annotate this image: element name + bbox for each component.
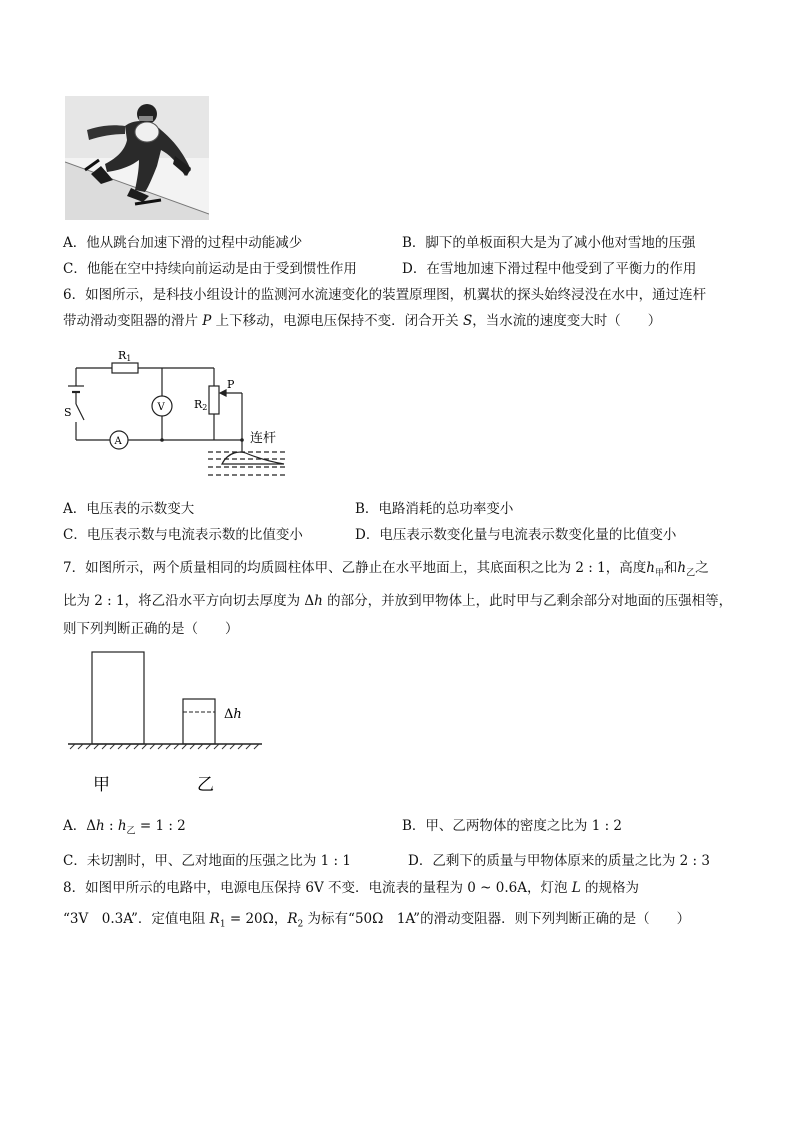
label-r1: R1 bbox=[118, 349, 132, 363]
label-voltmeter: V bbox=[157, 402, 165, 413]
q7-option-a: A．Δh : $h_乙 = 1$ : 2 bbox=[63, 818, 186, 837]
label-yi: 乙 bbox=[197, 775, 214, 795]
q7-option-d: D．乙剩下的质量与甲物体原来的质量之比为 2 : 3 bbox=[408, 853, 710, 869]
label-p: P bbox=[227, 378, 235, 391]
label-link-rod: 连杆 bbox=[250, 431, 277, 446]
label-ammeter: A bbox=[114, 436, 122, 447]
q5-option-a: A．他从跳台加速下滑的过程中动能减少 bbox=[63, 235, 303, 251]
cylinder-jia bbox=[92, 652, 144, 744]
snowboarder-photo bbox=[65, 96, 209, 220]
q7-stem-line3: 则下列判断正确的是（ ） bbox=[63, 621, 239, 637]
q6-option-d: D．电压表示数变化量与电流表示数变化量的比值变小 bbox=[355, 527, 677, 543]
q5-option-b: B．脚下的单板面积大是为了减小他对雪地的压强 bbox=[402, 235, 696, 251]
q7-option-b: B．甲、乙两物体的密度之比为 1 : 2 bbox=[402, 818, 623, 834]
q8-stem-line2: “3V 0.3A”．定值电阻 $R_1 = 20\Omega$，$R_2$ 为标有“50Ω 1A”的滑动变阻器．则下列判断正确的是（ ） bbox=[63, 911, 691, 930]
q7-cylinders-figure bbox=[66, 648, 266, 798]
q5-option-c: C．他能在空中持续向前运动是由于受到惯性作用 bbox=[63, 261, 357, 277]
q6-stem-line1: 6．如图所示，是科技小组设计的监测河水流速变化的装置原理图，机翼状的探头始终浸没在水中，通过连杆 bbox=[63, 287, 707, 303]
q5-option-d: D．在雪地加速下滑过程中他受到了平衡力的作用 bbox=[402, 261, 697, 277]
q8-stem-line1: 8．如图甲所示的电路中，电源电压保持 6V 不变．电流表的量程为 0 ~ 0.6A，灯泡 L 的规格为 bbox=[63, 880, 640, 896]
q6-stem-line2: 带动滑动变阻器的滑片 P 上下移动，电源电压保持不变．闭合开关 S，当水流的速度变大时（ ） bbox=[63, 313, 662, 329]
q7-stem-line2: 比为 2 : 1，将乙沿水平方向切去厚度为 Δh 的部分，并放到甲物体上，此时甲与乙剩余部分对地面的压强相等， bbox=[63, 593, 733, 609]
q6-option-c: C．电压表示数与电流表示数的比值变小 bbox=[63, 527, 303, 543]
q7-stem-line1: 7．如图所示，两个质量相同的均质圆柱体甲、乙静止在水平地面上，其底面积之比为 2 : 1，高度$h_甲$和$h_乙$之 bbox=[63, 560, 709, 579]
q6-circuit-figure bbox=[62, 346, 312, 486]
label-jia: 甲 bbox=[93, 775, 110, 795]
cylinder-yi bbox=[183, 699, 215, 744]
label-delta-h: Δh bbox=[224, 707, 242, 722]
label-s: S bbox=[64, 406, 72, 419]
q6-option-a: A．电压表的示数变大 bbox=[63, 501, 195, 517]
q7-option-c: C．未切割时，甲、乙对地面的压强之比为 1 : 1 bbox=[63, 853, 351, 869]
q6-option-b: B．电路消耗的总功率变小 bbox=[355, 501, 514, 517]
label-r2: R2 bbox=[194, 398, 208, 412]
